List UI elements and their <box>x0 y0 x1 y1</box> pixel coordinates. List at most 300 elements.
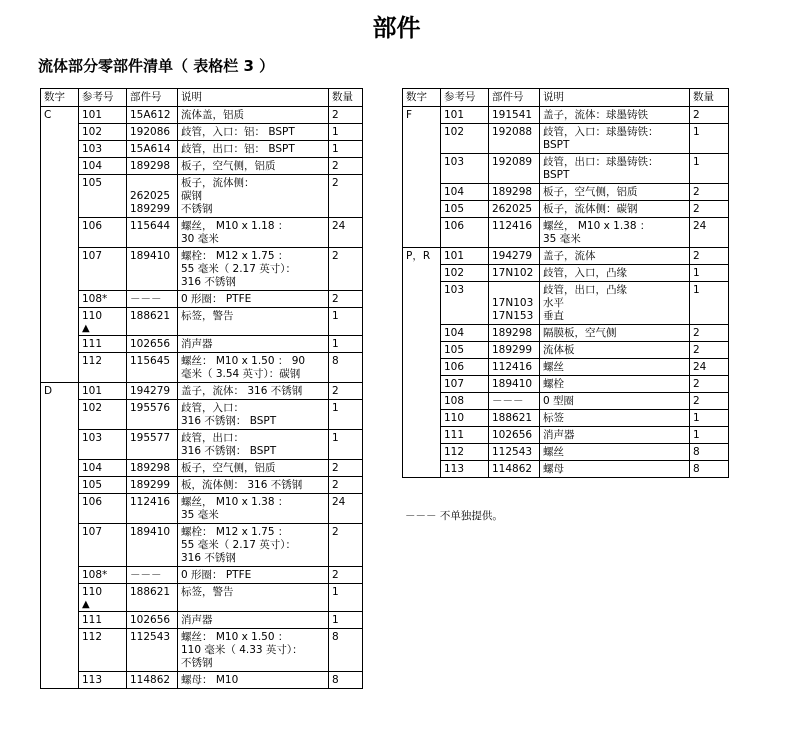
group-cell <box>41 524 79 567</box>
table-row <box>403 282 729 325</box>
description-line: 螺丝 <box>543 446 564 458</box>
description-line: 0 形圈： PTFE <box>181 293 252 305</box>
ref-cell <box>79 175 127 218</box>
ref-number: 106 <box>444 220 465 232</box>
description-cell <box>178 567 329 584</box>
column-header-description: 说明 <box>540 89 690 107</box>
table-row <box>403 124 729 154</box>
quantity-cell: 8 <box>329 353 363 383</box>
part-cell: 195577 <box>127 430 178 460</box>
part-cell: 17N103 17N153 <box>489 282 540 325</box>
description-cell <box>178 672 329 689</box>
description-line: 螺母 <box>543 463 564 475</box>
description-line: 不锈钢 <box>181 203 213 215</box>
table-row <box>403 107 729 124</box>
ref-cell <box>441 124 489 154</box>
group-cell <box>41 494 79 524</box>
table-row <box>41 218 363 248</box>
ref-number: 104 <box>444 186 465 198</box>
table-row <box>41 460 363 477</box>
quantity-cell: 2 <box>690 107 729 124</box>
description-line: 板子，空气侧，铝质 <box>543 186 638 198</box>
description-line: 35 毫米 <box>543 233 581 245</box>
group-cell <box>403 265 441 282</box>
quantity-cell: 1 <box>329 124 363 141</box>
description-cell <box>178 612 329 629</box>
description-line: 30 毫米 <box>181 233 219 245</box>
description-cell <box>178 460 329 477</box>
description-cell <box>178 336 329 353</box>
description-cell <box>540 218 690 248</box>
group-cell <box>403 393 441 410</box>
description-line: 板，流体侧： 316 不锈钢 <box>181 479 303 491</box>
quantity-cell: 8 <box>329 672 363 689</box>
description-line: 歧管，出口：铝： BSPT <box>181 143 295 155</box>
ref-cell <box>441 218 489 248</box>
description-line: 标签，警告 <box>181 586 234 598</box>
ref-cell <box>441 325 489 342</box>
description-cell <box>178 107 329 124</box>
description-cell <box>178 629 329 672</box>
part-cell: 102656 <box>127 336 178 353</box>
description-line: 螺丝： M10 x 1.50 ： 90 <box>181 355 306 367</box>
table-row <box>403 410 729 427</box>
ref-cell <box>79 584 127 612</box>
column-header-number: 数字 <box>403 89 441 107</box>
part-cell: 112543 <box>489 444 540 461</box>
part-cell: 194279 <box>127 383 178 400</box>
ref-number: 102 <box>444 267 465 279</box>
description-line: 0 型圈 <box>543 395 575 407</box>
group-cell <box>41 308 79 336</box>
part-cell: 115645 <box>127 353 178 383</box>
warning-triangle-icon: ▲ <box>82 323 90 334</box>
quantity-cell: 2 <box>690 201 729 218</box>
ref-number: 101 <box>82 385 103 397</box>
ref-number: 106 <box>82 220 103 232</box>
column-header-quantity: 数量 <box>690 89 729 107</box>
part-cell: 114862 <box>489 461 540 478</box>
group-cell <box>41 460 79 477</box>
group-cell: D <box>41 383 79 400</box>
table-row <box>41 567 363 584</box>
table-row <box>41 291 363 308</box>
table-header-row <box>403 89 729 107</box>
quantity-cell: 8 <box>329 629 363 672</box>
column-header-part: 部件号 <box>489 89 540 107</box>
quantity-cell: 2 <box>329 567 363 584</box>
quantity-cell: 2 <box>329 460 363 477</box>
quantity-cell: 2 <box>329 291 363 308</box>
group-cell <box>403 124 441 154</box>
quantity-cell: 24 <box>690 359 729 376</box>
ref-cell <box>79 158 127 175</box>
table-row <box>41 124 363 141</box>
description-cell <box>540 124 690 154</box>
table-row <box>403 265 729 282</box>
description-cell <box>540 325 690 342</box>
ref-number: 108* <box>82 293 108 305</box>
part-cell: 194279 <box>489 248 540 265</box>
part-cell: －－－ <box>127 567 178 584</box>
table-row <box>403 201 729 218</box>
ref-cell <box>79 141 127 158</box>
ref-cell <box>441 427 489 444</box>
table-row <box>41 107 363 124</box>
quantity-cell: 2 <box>329 175 363 218</box>
ref-cell <box>79 567 127 584</box>
description-cell <box>178 308 329 336</box>
table-row <box>41 158 363 175</box>
ref-number: 107 <box>82 526 103 538</box>
section-title: 流体部分零部件清单（ 表格栏 3 ） <box>38 57 275 75</box>
ref-number: 104 <box>82 462 103 474</box>
description-line: BSPT <box>543 139 570 151</box>
ref-number: 103 <box>82 143 103 155</box>
description-line: 歧管，出口：球墨铸铁： <box>543 156 659 168</box>
description-cell <box>540 359 690 376</box>
ref-cell <box>79 524 127 567</box>
ref-number: 110 <box>82 586 103 598</box>
ref-cell <box>441 154 489 184</box>
quantity-cell: 1 <box>329 308 363 336</box>
quantity-cell: 1 <box>690 282 729 325</box>
description-line: 垂直 <box>543 310 564 322</box>
ref-cell <box>441 248 489 265</box>
ref-cell <box>441 107 489 124</box>
part-cell: 15A614 <box>127 141 178 158</box>
description-line: 毫米（ 3.54 英寸）：碳钢 <box>181 368 301 380</box>
part-cell: 188621 <box>489 410 540 427</box>
ref-cell <box>79 336 127 353</box>
group-cell <box>403 427 441 444</box>
description-cell <box>178 124 329 141</box>
description-cell <box>540 201 690 218</box>
ref-number: 110 <box>82 310 103 322</box>
ref-number: 106 <box>82 496 103 508</box>
ref-number: 108 <box>444 395 465 407</box>
ref-cell <box>441 282 489 325</box>
group-cell <box>41 141 79 158</box>
description-line: 35 毫米 <box>181 509 219 521</box>
part-cell: 189298 <box>489 184 540 201</box>
ref-number: 101 <box>444 109 465 121</box>
description-line: 歧管，入口：铝： BSPT <box>181 126 295 138</box>
description-cell <box>540 282 690 325</box>
column-header-description: 说明 <box>178 89 329 107</box>
ref-cell <box>441 461 489 478</box>
part-cell: 188621 <box>127 308 178 336</box>
table-row <box>41 629 363 672</box>
description-cell <box>178 430 329 460</box>
description-line: 歧管，出口： <box>181 432 244 444</box>
ref-number: 111 <box>444 429 465 441</box>
part-cell: 192088 <box>489 124 540 154</box>
group-cell <box>41 158 79 175</box>
group-cell <box>41 248 79 291</box>
quantity-cell: 24 <box>690 218 729 248</box>
table-row <box>41 400 363 430</box>
group-cell <box>403 218 441 248</box>
description-line: 歧管，出口，凸缘 <box>543 284 627 296</box>
ref-number: 103 <box>444 284 465 296</box>
group-cell <box>403 184 441 201</box>
quantity-cell: 8 <box>690 444 729 461</box>
description-line: 螺栓： M12 x 1.75 ： <box>181 250 289 262</box>
part-cell: 192089 <box>489 154 540 184</box>
group-cell <box>403 154 441 184</box>
table-row <box>403 248 729 265</box>
quantity-cell: 2 <box>690 376 729 393</box>
ref-number: 110 <box>444 412 465 424</box>
column-header-part: 部件号 <box>127 89 178 107</box>
part-cell: 112416 <box>489 218 540 248</box>
description-line: 55 毫米（ 2.17 英寸）： <box>181 539 297 551</box>
group-cell <box>41 218 79 248</box>
description-line: 316 不锈钢： BSPT <box>181 415 277 427</box>
group-cell <box>41 336 79 353</box>
quantity-cell: 2 <box>329 383 363 400</box>
ref-cell <box>441 265 489 282</box>
group-cell <box>403 282 441 325</box>
quantity-cell: 1 <box>329 141 363 158</box>
ref-cell <box>441 201 489 218</box>
ref-number: 107 <box>82 250 103 262</box>
ref-cell <box>79 218 127 248</box>
description-cell <box>178 494 329 524</box>
description-cell <box>178 383 329 400</box>
group-cell <box>41 291 79 308</box>
quantity-cell: 2 <box>329 477 363 494</box>
part-cell: 17N102 <box>489 265 540 282</box>
ref-number: 102 <box>82 402 103 414</box>
description-cell <box>178 584 329 612</box>
ref-cell <box>79 308 127 336</box>
description-line: 消声器 <box>181 338 213 350</box>
description-cell <box>540 342 690 359</box>
description-line: 螺丝 <box>543 361 564 373</box>
group-cell <box>41 477 79 494</box>
description-line: 隔膜板，空气侧 <box>543 327 617 339</box>
table-row <box>403 427 729 444</box>
warning-triangle-icon: ▲ <box>82 599 90 610</box>
description-cell <box>178 218 329 248</box>
description-cell <box>540 393 690 410</box>
description-cell <box>178 175 329 218</box>
quantity-cell: 1 <box>329 336 363 353</box>
group-cell <box>403 359 441 376</box>
group-cell <box>41 672 79 689</box>
ref-cell <box>79 124 127 141</box>
part-cell: 192086 <box>127 124 178 141</box>
part-cell: 102656 <box>489 427 540 444</box>
ref-number: 111 <box>82 614 103 626</box>
description-cell <box>178 524 329 567</box>
quantity-cell: 2 <box>690 393 729 410</box>
group-cell <box>403 201 441 218</box>
ref-number: 112 <box>82 355 103 367</box>
group-cell <box>403 410 441 427</box>
part-cell: 262025 189299 <box>127 175 178 218</box>
ref-number: 112 <box>444 446 465 458</box>
column-header-number: 数字 <box>41 89 79 107</box>
quantity-cell: 8 <box>690 461 729 478</box>
parts-table-left <box>40 88 363 689</box>
part-cell: 189410 <box>127 248 178 291</box>
table-row <box>403 359 729 376</box>
description-line: 歧管，入口：球墨铸铁： <box>543 126 659 138</box>
group-cell: C <box>41 107 79 124</box>
ref-number: 105 <box>444 203 465 215</box>
ref-number: 104 <box>444 327 465 339</box>
ref-number: 102 <box>82 126 103 138</box>
quantity-cell: 2 <box>329 524 363 567</box>
part-cell: 189298 <box>489 325 540 342</box>
part-cell: 189299 <box>489 342 540 359</box>
description-cell <box>178 400 329 430</box>
description-cell <box>540 461 690 478</box>
group-cell <box>403 444 441 461</box>
quantity-cell: 24 <box>329 218 363 248</box>
description-line: 消声器 <box>181 614 213 626</box>
part-cell: 191541 <box>489 107 540 124</box>
quantity-cell: 1 <box>690 265 729 282</box>
description-cell <box>540 376 690 393</box>
group-cell <box>41 584 79 612</box>
description-line: 歧管，入口，凸缘 <box>543 267 627 279</box>
table-row <box>41 248 363 291</box>
quantity-cell: 1 <box>690 410 729 427</box>
ref-cell <box>441 376 489 393</box>
description-line: 螺栓： M12 x 1.75 ： <box>181 526 289 538</box>
description-line: 流体板 <box>543 344 575 356</box>
description-line: 标签，警告 <box>181 310 234 322</box>
quantity-cell: 2 <box>690 325 729 342</box>
group-cell <box>403 325 441 342</box>
part-cell: 112543 <box>127 629 178 672</box>
ref-number: 101 <box>82 109 103 121</box>
table-row <box>41 672 363 689</box>
ref-cell <box>441 184 489 201</box>
column-header-ref: 参考号 <box>79 89 127 107</box>
ref-number: 113 <box>444 463 465 475</box>
quantity-cell: 2 <box>329 248 363 291</box>
ref-cell <box>79 477 127 494</box>
table-row <box>403 461 729 478</box>
table-row <box>41 477 363 494</box>
ref-number: 105 <box>82 479 103 491</box>
ref-cell <box>79 353 127 383</box>
ref-cell <box>79 612 127 629</box>
ref-number: 103 <box>82 432 103 444</box>
description-cell <box>178 477 329 494</box>
table-row <box>41 336 363 353</box>
table-row <box>41 612 363 629</box>
ref-cell <box>441 342 489 359</box>
group-cell <box>41 567 79 584</box>
description-line: 螺母： M10 <box>181 674 239 686</box>
part-cell: 189410 <box>127 524 178 567</box>
description-line: 螺丝： M10 x 1.50 ： <box>181 631 289 643</box>
part-cell: 195576 <box>127 400 178 430</box>
description-cell <box>178 248 329 291</box>
ref-number: 112 <box>82 631 103 643</box>
group-cell <box>41 430 79 460</box>
description-line: 110 毫米（ 4.33 英寸）： <box>181 644 303 656</box>
description-line: 消声器 <box>543 429 575 441</box>
table-row <box>41 494 363 524</box>
description-line: 盖子，流体：球墨铸铁 <box>543 109 648 121</box>
group-cell <box>41 175 79 218</box>
table-row <box>41 383 363 400</box>
table-row <box>403 376 729 393</box>
ref-number: 107 <box>444 378 465 390</box>
description-line: 螺丝， M10 x 1.18 ： <box>181 220 289 232</box>
quantity-cell: 2 <box>690 342 729 359</box>
description-line: 碳钢 <box>181 190 202 202</box>
table-row <box>41 308 363 336</box>
table-row <box>41 141 363 158</box>
ref-number: 104 <box>82 160 103 172</box>
table-row <box>403 154 729 184</box>
description-cell <box>540 184 690 201</box>
ref-cell <box>79 460 127 477</box>
table-row <box>403 342 729 359</box>
table-row <box>41 175 363 218</box>
table-row <box>403 218 729 248</box>
part-cell: 189410 <box>489 376 540 393</box>
quantity-cell: 1 <box>329 430 363 460</box>
ref-number: 105 <box>444 344 465 356</box>
description-line: 歧管，入口： <box>181 402 244 414</box>
description-cell <box>540 427 690 444</box>
description-line: 螺栓 <box>543 378 564 390</box>
group-cell <box>403 342 441 359</box>
group-cell <box>41 629 79 672</box>
description-line: 不锈钢 <box>181 657 213 669</box>
ref-cell <box>79 672 127 689</box>
group-cell <box>41 353 79 383</box>
table-row <box>403 393 729 410</box>
group-cell <box>41 124 79 141</box>
description-cell <box>178 141 329 158</box>
ref-cell <box>79 107 127 124</box>
description-cell <box>540 248 690 265</box>
quantity-cell: 1 <box>329 400 363 430</box>
ref-cell <box>441 444 489 461</box>
table-row <box>41 524 363 567</box>
description-cell <box>178 353 329 383</box>
quantity-cell: 2 <box>690 184 729 201</box>
ref-cell <box>441 410 489 427</box>
group-cell: P，R <box>403 248 441 265</box>
part-cell: 115644 <box>127 218 178 248</box>
description-line: 板子，空气侧，铝质 <box>181 160 276 172</box>
description-line: 盖子，流体 <box>543 250 596 262</box>
footnote: －－－ 不单独提供。 <box>405 510 503 522</box>
ref-number: 106 <box>444 361 465 373</box>
quantity-cell: 1 <box>690 154 729 184</box>
description-line: 标签 <box>543 412 564 424</box>
table-header-row <box>41 89 363 107</box>
group-cell <box>41 400 79 430</box>
part-cell: 189298 <box>127 158 178 175</box>
part-cell: 112416 <box>489 359 540 376</box>
description-line: 螺丝， M10 x 1.38 ： <box>181 496 289 508</box>
ref-cell <box>79 291 127 308</box>
quantity-cell: 24 <box>329 494 363 524</box>
description-line: 流体盖，铝质 <box>181 109 244 121</box>
